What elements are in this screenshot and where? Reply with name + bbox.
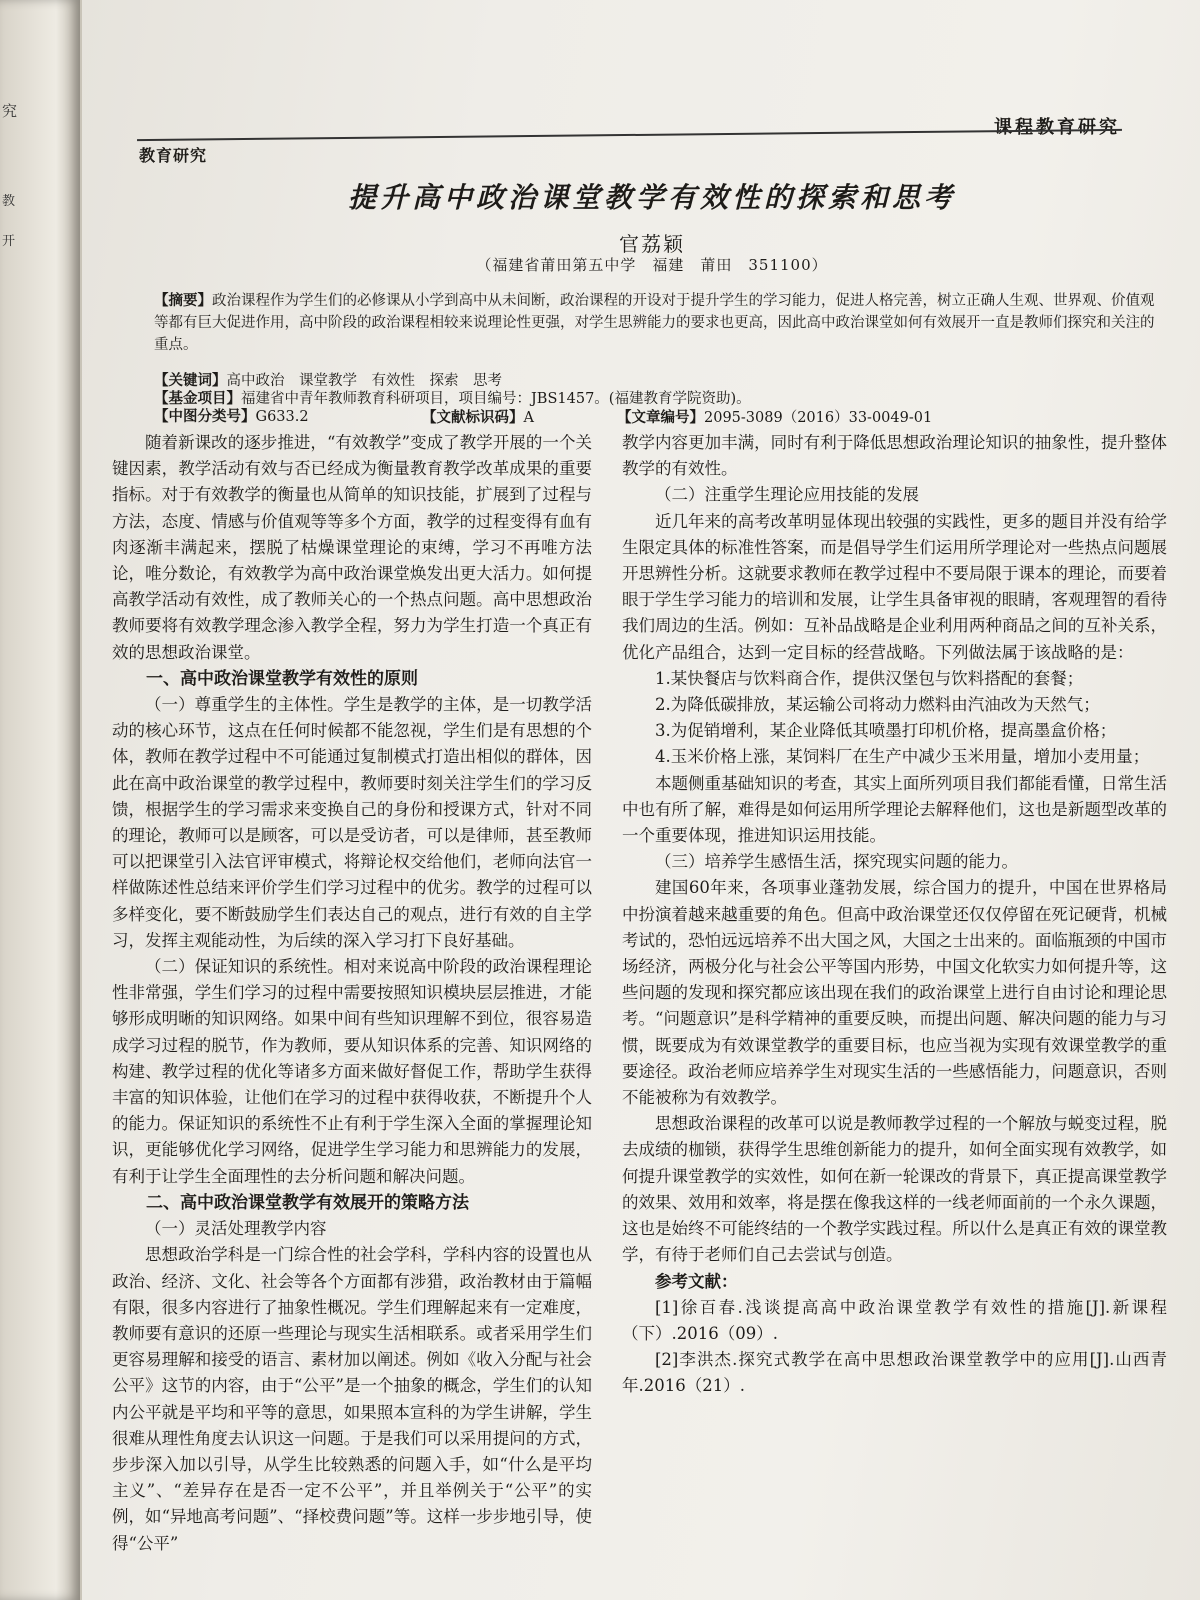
subsection-heading: （三）培养学生感悟生活，探究现实问题的能力。	[655, 852, 1018, 872]
paragraph: 教学内容更加丰满，同时有利于降低思想政治理论知识的抽象性，提升整体教学的有效性。	[622, 433, 1167, 479]
paragraph: 近几年来的高考改革明显体现出较强的实践性，更多的题目并没有给学生限定具体的标准性答案，而是倡导学生们运用所学理论对一些热点问题展开思辨性分析。这就要求教师在教学过程中不要局限于课本的理论，而要着眼于学生学习能力的培训和发展，让学生具备审视的眼睛，客观理智的看待我们周边的生活。例如：互补品战略是企业利用两种商品之间的互补关系，优化产品组合，达到一定目标的经营战略。下列做法属于该战略的是：	[622, 511, 1167, 662]
subsection-heading: （二）注重学生理论应用技能的发展	[655, 485, 919, 505]
abstract-text: 政治课程作为学生们的必修课从小学到高中从未间断，政治课程的开设对于提升学生的学习能力，促进人格完善，树立正确人生观、世界观、价值观等都有巨大促进作用，高中阶段的政治课程相较来说理论性更强，对学生思辨能力的要求也更高，因此高中政治课堂如何有效展开一直是教师们探究和关注的重点。	[154, 293, 1155, 353]
keywords-label: 【关键词】	[154, 372, 227, 389]
right-column	[622, 430, 1167, 1400]
list-item: 2.为降低碳排放，某运输公司将动力燃料由汽油改为天然气；	[655, 695, 1100, 715]
paragraph: 本题侧重基础知识的考查，其实上面所列项目我们都能看懂，日常生活中也有所了解，难得是如何运用所学理论去解释他们，这也是新题型改革的一个重要体现，推进知识运用技能。	[622, 773, 1167, 846]
section-header-left: 教育研究	[139, 146, 208, 165]
abstract-label: 【摘要】	[154, 292, 212, 309]
section-heading: 一、高中政治课堂教学有效性的原则	[146, 668, 418, 689]
document-code	[422, 406, 534, 427]
paragraph: 思想政治课程的改革可以说是教师教学过程的一个解放与蜕变过程，脱去成绩的枷锁，获得学生思维创新能力的提升，如何全面实现有效教学，如何提升课堂教学的实效性，如何在新一轮课改的背景下，真正提高课堂教学的效果、效用和效率，将是摆在像我这样的一线老师面前的一个永久课题，这也是始终不可能终结的一个教学实践过程。所以什么是真正有效的课堂教学，有待于老师们自己去尝试与创造。	[622, 1114, 1167, 1265]
journal-page	[82, 0, 1200, 1600]
artno-label: 【文章编号】	[617, 409, 704, 426]
paragraph: 思想政治学科是一门综合性的社会学科，学科内容的设置也从政治、经济、文化、社会等各个方面都有涉猎，政治教材由于篇幅有限，很多内容进行了抽象性概况。学生们理解起来有一定难度，教师要有意识的还原一些理论与现实生活相联系。或者采用学生们更容易理解和接受的语言、素材加以阐述。例如《收入分配与社会公平》这节的内容，由于“公平”是一个抽象的概念，学生们的认知内公平就是平均和平等的意思，如果照本宣科的为学生讲解，学生很难从理性角度去认识这一问题。于是我们可以采用提问的方式，步步深入加以引导，从学生比较熟悉的问题入手，如“什么是平均主义”、“差异存在是否一定不公平”，并且举例关于“公平”的实例，如“异地高考问题”、“择校费问题”等。这样一步步地引导，使得“公平”	[112, 1245, 592, 1553]
left-column	[112, 430, 592, 1557]
doc-text: A	[523, 410, 534, 426]
list-item: 4.玉米价格上涨，某饲料厂在生产中减少玉米用量，增加小麦用量；	[655, 747, 1150, 767]
clc-label: 【中图分类号】	[154, 408, 256, 425]
journal-name-header: 课程教育研究	[994, 117, 1120, 138]
article-number	[617, 406, 932, 427]
facing-page-fragment: 教	[2, 194, 16, 209]
reference-item: [2]李洪杰.探究式教学在高中思想政治课堂教学中的应用[J].山西青年.2016（21）.	[622, 1350, 1167, 1396]
abstract	[154, 290, 1164, 356]
clc-text: G633.2	[255, 409, 309, 425]
reference-item: [1]徐百春.浅谈提高高中政治课堂教学有效性的措施[J].新课程（下）.2016（09）.	[622, 1297, 1167, 1343]
facing-page-fragment: 究	[2, 102, 18, 120]
paragraph: 随着新课改的逐步推进，“有效教学”变成了教学开展的一个关键因素，教学活动有效与否已经成为衡量教育教学改革成果的重要指标。对于有效教学的衡量也从简单的知识技能，扩展到了过程与方法，态度、情感与价值观等等多个方面，教学的过程变得有血有肉逐渐丰满起来，摆脱了枯燥课堂理论的束缚，学习不再唯方法论，唯分数论，有效教学为高中政治课堂焕发出更大活力。如何提高教学活动有效性，成了教师关心的一个热点问题。高中思想政治教师要将有效教学理念渗入教学全程，努力为学生打造一个真正有效的思想政治课堂。	[112, 433, 592, 662]
article-author: 官荔颖	[619, 232, 685, 256]
paragraph: （一）尊重学生的主体性。学生是教学的主体，是一切教学活动的核心环节，这点在任何时候都不能忽视，学生们是有思想的个体，教师在教学过程中不可能通过复制模式打造出相似的群体，因此在高中政治课堂的教学过程中，教师要时刻关注学生们的学习反馈，根据学生的学习需求来变换自己的身份和授课方式，针对不同的理论，教师可以是顾客，可以是受访者，可以是律师，甚至教师可以把课堂引入法官评审模式，将辩论权交给他们，老师向法官一样做陈述性总结来评价学生们学习过程中的优劣。教学的过程可以多样变化，要不断鼓励学生们表达自己的观点，进行有效的自主学习，发挥主观能动性，为后续的深入学习打下良好基础。	[112, 695, 592, 950]
clc-number	[154, 406, 309, 428]
paragraph: 建国60年来，各项事业蓬勃发展，综合国力的提升，中国在世界格局中扮演着越来越重要的角色。但高中政治课堂还仅仅停留在死记硬背，机械考试的，恐怕远远培养不出大国之风，大国之士出来的。面临瓶颈的中国市场经济，两极分化与社会公平等国内形势，中国文化软实力如何提升等，这些问题的发现和探究都应该出现在我们的政治课堂上进行自由讨论和理论思考。“问题意识”是科学精神的重要反映，而提出问题、解决问题的能力与习惯，既要成为有效课堂教学的重要目标，也应当视为实现有效课堂教学的重要途径。政治老师应培养学生对现实生活的一些感悟能力，问题意识，否则不能被称为有效教学。	[622, 878, 1167, 1108]
keywords-text: 高中政治 课堂教学 有效性 探索 思考	[226, 373, 502, 389]
subsection-heading: （一）灵活处理教学内容	[145, 1219, 327, 1239]
list-item: 1.某快餐店与饮料商合作，提供汉堡包与饮料搭配的套餐；	[655, 668, 1084, 688]
fund-text: 福建省中青年教师教育科研项目，项目编号：JBS1457。(福建教育学院资助)。	[241, 391, 751, 407]
facing-page-edge	[0, 0, 80, 1600]
header-rule	[137, 129, 1122, 141]
references-heading: 参考文献：	[655, 1271, 738, 1291]
section-heading: 二、高中政治课堂教学有效展开的策略方法	[146, 1192, 469, 1213]
author-affiliation: （福建省莆田第五中学 福建 莆田 351100）	[476, 256, 828, 274]
doc-label: 【文献标识码】	[422, 409, 524, 426]
list-item: 3.为促销增利，某企业降低其喷墨打印机价格，提高墨盒价格；	[655, 721, 1117, 741]
fund-label: 【基金项目】	[154, 390, 241, 407]
paragraph: （二）保证知识的系统性。相对来说高中阶段的政治课程理论性非常强，学生们学习的过程中需要按照知识模块层层推进，才能够形成明晰的知识网络。如果中间有些知识理解不到位，很容易造成学习过程的脱节，作为教师，要从知识体系的完善、知识网络的构建、教学过程的优化等诸多方面来做好督促工作，帮助学生获得丰富的知识体验，让他们在学习的过程中获得收获，不断提升个人的能力。保证知识的系统性不止有利于学生深入全面的掌握理论知识，更能够优化学习网络，促进学生学习能力和思辨能力的发展，有利于让学生全面理性的去分析问题和解决问题。	[112, 957, 592, 1186]
artno-text: 2095-3089（2016）33-0049-01	[704, 410, 933, 426]
facing-page-fragment: 开	[2, 234, 16, 249]
article-title: 提升高中政治课堂教学有效性的探索和思考	[347, 181, 956, 214]
